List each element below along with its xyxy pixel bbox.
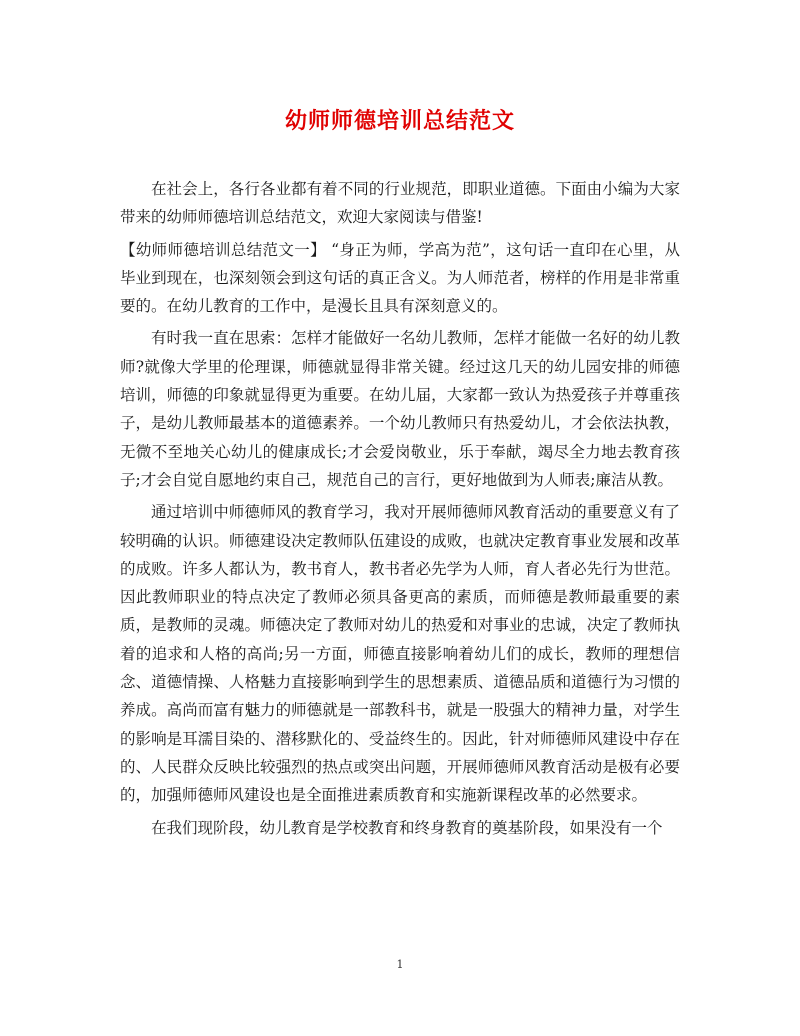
- section-paragraph: [120, 236, 680, 321]
- document-body: [120, 175, 680, 846]
- document-title: 幼师师德培训总结范文: [284, 108, 515, 134]
- body-paragraph-3: 在我们现阶段，幼儿教育是学校教育和终身教育的奠基阶段，如果没有一个: [151, 818, 663, 837]
- body-paragraph-2: 通过培训中师德师风的教育学习，我对开展师德师风教育活动的重要意义有了较明确的认识。师德建设决定教师队伍建设的成败，也就决定教育事业发展和改革的成败。许多人都认为，教书育人，教书者必先学为人师，育人者必先行为世范。因此教师职业的特点决定了教师必须具备更高的素质，而师德是教师最重要的素质，是教师的灵魂。师德决定了教师对幼儿的热爱和对事业的忠诚，决定了教师执着的追求和人格的高尚;另一方面，师德直接影响着幼儿们的成长，教师的理想信念、道德情操、人格魅力直接影响到学生的思想素质、道德品质和道德行为习惯的养成。高尚而富有魅力的师德就是一部教科书，就是一股强大的精神力量，对学生的影响是耳濡目染的、潜移默化的、受益终生的。因此，针对师德师风建设中存在的、人民群众反映比较强烈的热点或突出问题，开展师德师风教育活动是极有必要的，加强师德师风建设也是全面推进素质教育和实施新课程改革的必然要求。: [120, 503, 680, 805]
- section-first-text: “身正为师，学高为范”，这句话一直印在心里，从毕业到现在，也深刻领会到这句话的真正含义。为人师范者，榜样的作用是非常重要的。在幼儿教育的工作中，是漫长且具有深刻意义的。: [120, 240, 680, 316]
- page-number: 1: [396, 958, 404, 971]
- body-paragraph-1: 有时我一直在思索：怎样才能做好一名幼儿教师，怎样才能做一名好的幼儿教师?就像大学里的伦理课，师德就显得非常关键。经过这几天的幼儿园安排的师德培训，师德的印象就显得更为重要。在幼儿届，大家都一致认为热爱孩子并尊重孩子，是幼儿教师最基本的道德素养。一个幼儿教师只有热爱幼儿，才会依法执教，无微不至地关心幼儿的健康成长;才会爱岗敬业，乐于奉献，竭尽全力地去教育孩子;才会自觉自愿地约束自己，规范自己的言行，更好地做到为人师表;廉洁从教。: [120, 329, 680, 489]
- intro-paragraph: 在社会上，各行各业都有着不同的行业规范，即职业道德。下面由小编为大家带来的幼师师德培训总结范文，欢迎大家阅读与借鉴!: [120, 180, 680, 227]
- section-heading: 【幼师师德培训总结范文一】: [120, 240, 326, 259]
